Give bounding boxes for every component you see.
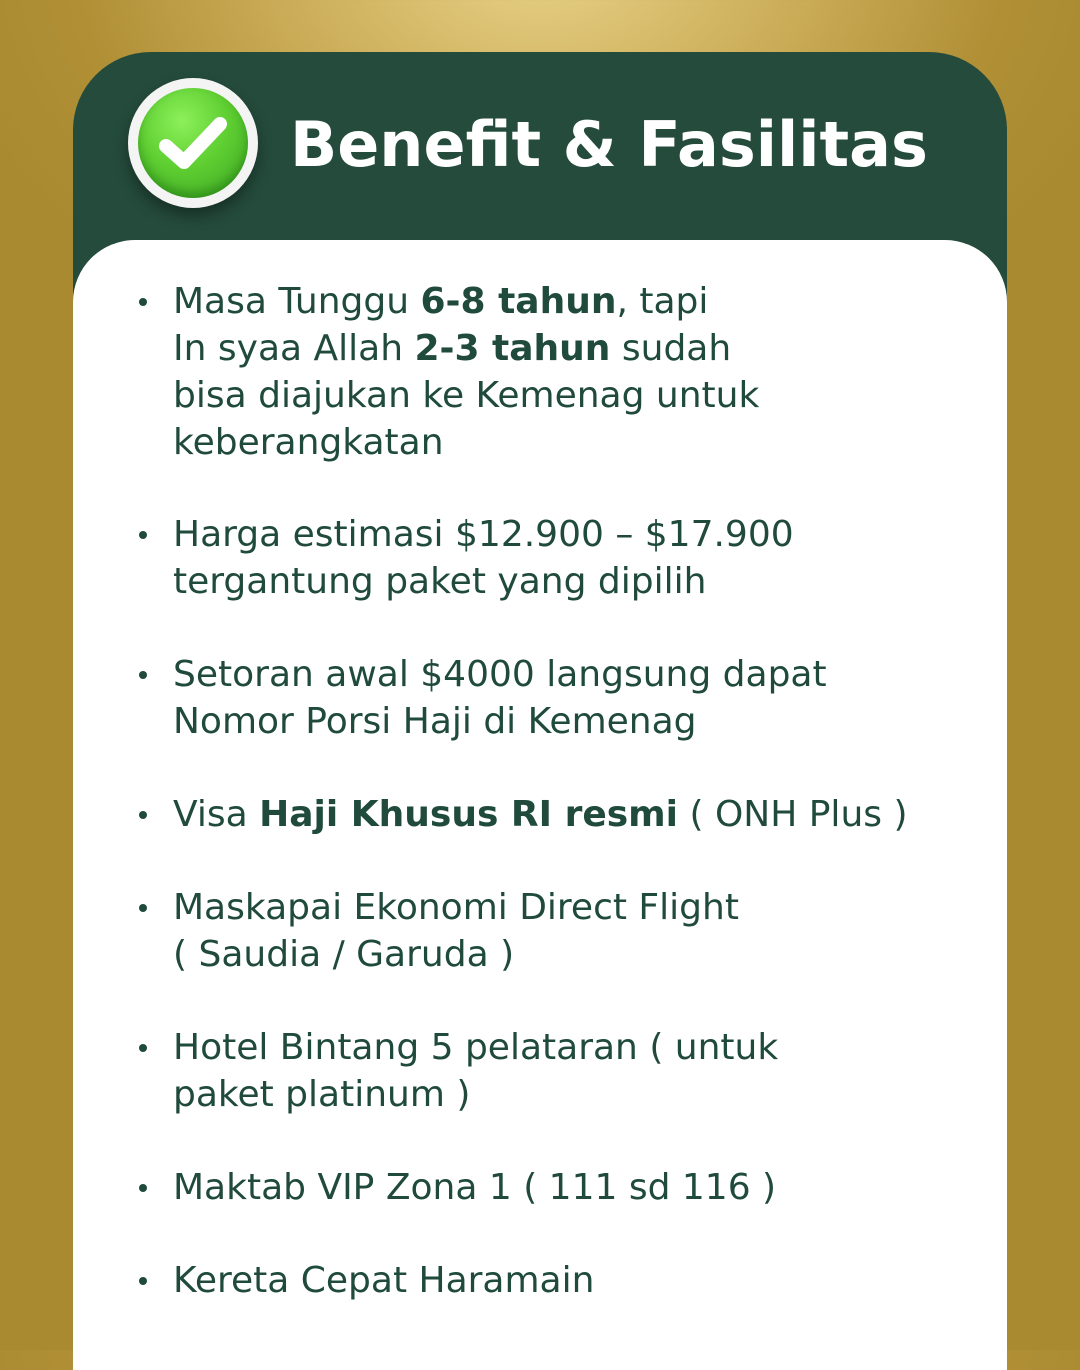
bullet-icon [139, 298, 147, 306]
check-badge-inner [138, 88, 248, 198]
benefit-line [173, 791, 973, 838]
benefit-highlight: 2-3 tahun [414, 328, 611, 369]
benefit-line: ( Saudia / Garuda ) [173, 934, 515, 975]
benefit-text: , tapi [616, 281, 709, 322]
benefit-line: paket platinum ) [173, 1074, 471, 1115]
benefit-line [173, 325, 973, 372]
benefit-text: ( ONH Plus ) [678, 794, 908, 835]
check-mark-icon [128, 78, 258, 208]
benefit-line: Setoran awal $4000 langsung dapat [173, 654, 827, 695]
list-item [173, 278, 973, 511]
list-item [173, 511, 973, 651]
benefit-list [173, 278, 973, 1307]
benefit-line: tergantung paket yang dipilih [173, 561, 707, 602]
list-item [173, 1024, 973, 1164]
benefit-text: Masa Tunggu [173, 281, 421, 322]
list-item [173, 884, 973, 1024]
benefit-line: Hotel Bintang 5 pelataran ( untuk [173, 1027, 779, 1068]
bullet-icon [139, 904, 147, 912]
bullet-icon [139, 811, 147, 819]
page-title: Benefit & Fasilitas [290, 108, 928, 181]
benefit-line: Maskapai Ekonomi Direct Flight [173, 887, 739, 928]
list-item [173, 651, 973, 791]
bullet-icon [139, 671, 147, 679]
bullet-icon [139, 1044, 147, 1052]
benefit-line: Nomor Porsi Haji di Kemenag [173, 701, 697, 742]
bullet-icon [139, 1277, 147, 1285]
benefit-highlight: 6-8 tahun [420, 281, 617, 322]
list-item [173, 1257, 973, 1307]
benefit-line: Kereta Cepat Haramain [173, 1260, 595, 1301]
check-mark-glyph [156, 108, 230, 178]
benefit-line: keberangkatan [173, 422, 444, 463]
bullet-icon [139, 1184, 147, 1192]
list-item [173, 1164, 973, 1257]
bullet-icon [139, 531, 147, 539]
benefit-text: In syaa Allah [173, 328, 415, 369]
benefit-line: Maktab VIP Zona 1 ( 111 sd 116 ) [173, 1167, 777, 1208]
benefit-line: bisa diajukan ke Kemenag untuk [173, 375, 760, 416]
benefit-highlight: Haji Khusus RI resmi [259, 794, 679, 835]
benefit-line [173, 278, 973, 325]
benefit-text: Visa [173, 794, 260, 835]
benefit-text: sudah [610, 328, 732, 369]
list-item [173, 791, 973, 884]
benefit-line: Harga estimasi $12.900 – $17.900 [173, 514, 794, 555]
